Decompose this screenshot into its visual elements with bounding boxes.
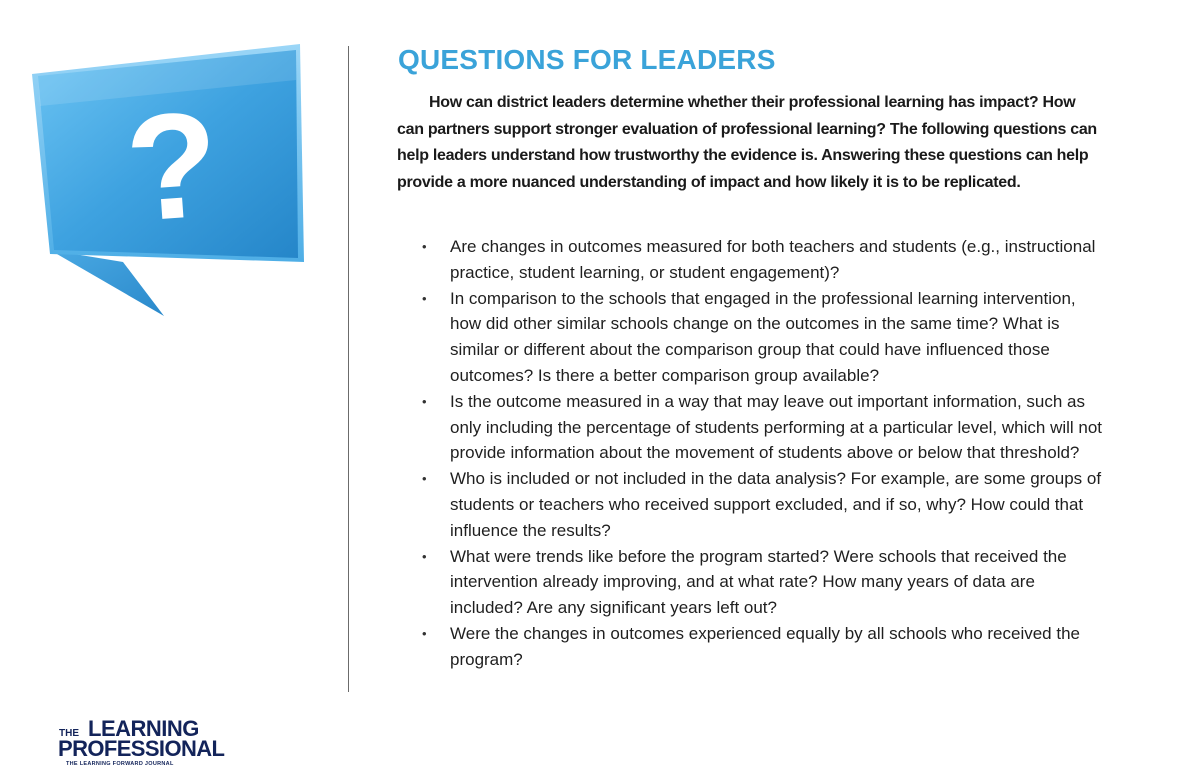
- list-item-text: Are changes in outcomes measured for both teachers and students (e.g., instructional practice, student learning, or student engagement)?: [450, 237, 1096, 282]
- list-item: [418, 544, 1108, 621]
- bullet-icon: •: [422, 290, 427, 306]
- list-item-text: Who is included or not included in the data analysis? For example, are some groups of students or teachers who received support excluded, and if so, why? How could that influence the results?: [450, 469, 1102, 540]
- question-list: [418, 234, 1108, 673]
- list-item-text: Is the outcome measured in a way that may leave out important information, such as only including the percentage of students performing at a particular level, which will not provide information about the movement of students above or below that threshold?: [450, 391, 1103, 463]
- bullet-icon: •: [422, 625, 427, 641]
- list-item-text: What were trends like before the program started? Were schools that received the intervention already improving, and at what rate? How many years of data are included? Are any significant years left out?: [450, 546, 1067, 618]
- intro-paragraph: How can district leaders determine whether their professional learning has impact? How can partners support stronger evaluation of professional learning? The following questions can help leaders understand how trustworthy the evidence is. Answering these questions can help provide a more nuanced understanding of impact and how likely it is to be replicated.: [397, 94, 1097, 191]
- list-item: [418, 621, 1108, 673]
- question-mark-speech-bubble-icon: [28, 40, 328, 320]
- question-mark-symbol: ?: [120, 78, 224, 253]
- bullet-icon: •: [422, 239, 427, 254]
- logo-the: THE: [59, 728, 79, 739]
- bullet-icon: •: [422, 393, 427, 409]
- logo-tagline: THE LEARNING FORWARD JOURNAL: [66, 761, 174, 767]
- logo-professional: PROFESSIONAL: [58, 736, 225, 761]
- bullet-icon: •: [422, 471, 427, 487]
- bullet-icon: •: [422, 548, 427, 564]
- list-item-text: Were the changes in outcomes experienced equally by all schools who received the program?: [450, 623, 1080, 669]
- list-item: [418, 286, 1108, 389]
- list-item: [418, 389, 1108, 466]
- list-item: [418, 466, 1108, 543]
- list-item-text: In comparison to the schools that engaged in the professional learning intervention, how did other similar schools change on the outcomes in the same time? What is similar or different about the comparison group that could have influenced those outcomes? Is there a better comparison group available?: [450, 288, 1076, 385]
- page-title: QUESTIONS FOR LEADERS: [398, 44, 776, 75]
- list-item: [418, 234, 1108, 286]
- vertical-divider: [348, 46, 349, 692]
- logo-learning: LEARNING: [88, 716, 199, 741]
- publication-logo: [56, 716, 225, 770]
